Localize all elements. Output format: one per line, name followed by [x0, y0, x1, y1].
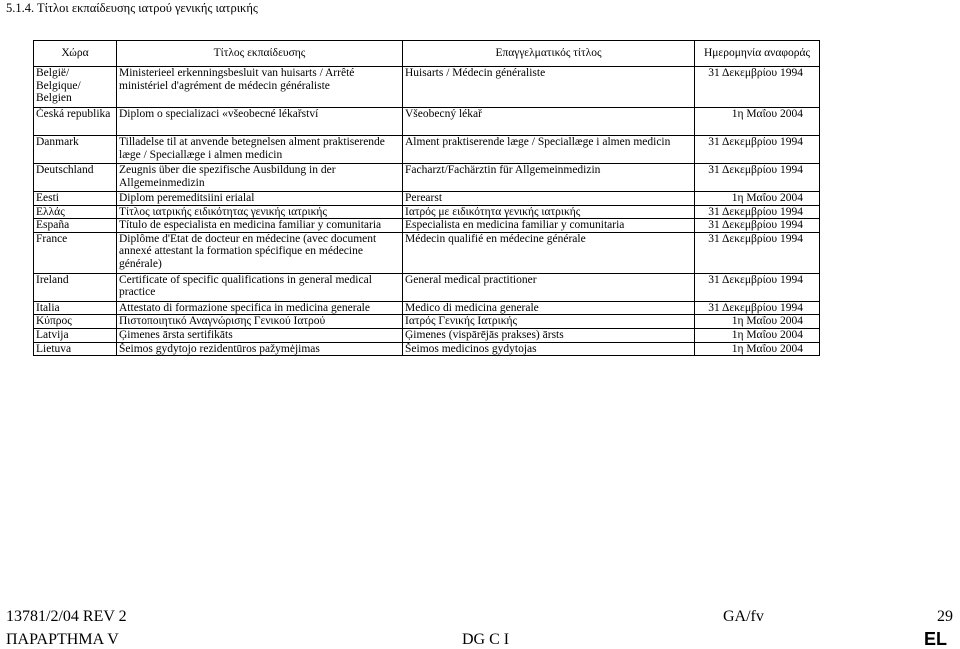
- cell-diploma: Diplom o specializaci «všeobecné lékařství: [117, 108, 403, 136]
- cell-diploma: Zeugnis über die spezifische Ausbildung in der Allgemeinmedizin: [117, 164, 403, 192]
- cell-professional-title: Especialista en medicina familiar y comunitaria: [403, 219, 695, 233]
- table-header-row: [34, 41, 820, 67]
- cell-professional-title: Šeimos medicinos gydytojas: [403, 342, 695, 356]
- cell-reference-date: 31 Δεκεμβρίου 1994: [695, 301, 820, 315]
- cell-reference-date: 31 Δεκεμβρίου 1994: [695, 205, 820, 219]
- table-row: [34, 136, 820, 164]
- cell-diploma: Τίτλος ιατρικής ειδικότητας γενικής ιατρικής: [117, 205, 403, 219]
- cell-country: España: [34, 219, 117, 233]
- cell-reference-date: 1η Μαΐου 2004: [695, 315, 820, 329]
- cell-reference-date: 31 Δεκεμβρίου 1994: [695, 67, 820, 108]
- table-row: [34, 315, 820, 329]
- cell-diploma: Šeimos gydytojo rezidentūros pažymėjimas: [117, 342, 403, 356]
- table-row: [34, 205, 820, 219]
- table-row: [34, 301, 820, 315]
- cell-country: Italia: [34, 301, 117, 315]
- cell-country: Ελλάς: [34, 205, 117, 219]
- cell-professional-title: Facharzt/Fachärztin für Allgemeinmedizin: [403, 164, 695, 192]
- header-professional-title: Επαγγελματικός τίτλος: [403, 41, 695, 67]
- cell-country: Deutschland: [34, 164, 117, 192]
- table-row: [34, 192, 820, 206]
- table-row: [34, 67, 820, 108]
- cell-country: France: [34, 232, 117, 273]
- page-number: 29: [937, 608, 953, 625]
- cell-professional-title: Ιατρός με ειδικότητα γενικής ιατρικής: [403, 205, 695, 219]
- qualifications-table: [33, 40, 820, 356]
- cell-diploma: Πιστοποιητικό Αναγνώρισης Γενικού Ιατρού: [117, 315, 403, 329]
- cell-country: Česká republika: [34, 108, 117, 136]
- cell-reference-date: 1η Μαΐου 2004: [695, 328, 820, 342]
- author-initials: GA/fv: [723, 608, 764, 625]
- table-row: [34, 328, 820, 342]
- cell-professional-title: Ģimenes (vispārējās prakses) ārsts: [403, 328, 695, 342]
- cell-diploma: Diplom peremeditsiini erialal: [117, 192, 403, 206]
- cell-diploma: Certificate of specific qualifications in general medical practice: [117, 273, 403, 301]
- header-reference-date: Ημερομηνία αναφοράς: [695, 41, 820, 67]
- cell-country: Latvija: [34, 328, 117, 342]
- cell-professional-title: Ιατρός Γενικής Ιατρικής: [403, 315, 695, 329]
- cell-reference-date: 31 Δεκεμβρίου 1994: [695, 232, 820, 273]
- cell-reference-date: 31 Δεκεμβρίου 1994: [695, 136, 820, 164]
- cell-diploma: Título de especialista en medicina familiar y comunitaria: [117, 219, 403, 233]
- cell-country: Ireland: [34, 273, 117, 301]
- cell-professional-title: Všeobecný lékař: [403, 108, 695, 136]
- directorate-label: DG C I: [462, 631, 510, 648]
- cell-diploma: Ministerieel erkenningsbesluit van huisarts / Arrêté ministériel d'agrément de médecin généraliste: [117, 67, 403, 108]
- cell-country: Danmark: [34, 136, 117, 164]
- table-row: [34, 273, 820, 301]
- cell-professional-title: Medico di medicina generale: [403, 301, 695, 315]
- cell-country: Eesti: [34, 192, 117, 206]
- header-country: Χώρα: [34, 41, 117, 67]
- cell-diploma: Ģimenes ārsta sertifikāts: [117, 328, 403, 342]
- cell-professional-title: Huisarts / Médecin généraliste: [403, 67, 695, 108]
- table-row: [34, 342, 820, 356]
- table-row: [34, 232, 820, 273]
- annex-label: ΠΑΡΑΡΤΗΜΑ V: [6, 631, 119, 648]
- cell-professional-title: Médecin qualifié en médecine générale: [403, 232, 695, 273]
- cell-reference-date: 31 Δεκεμβρίου 1994: [695, 219, 820, 233]
- cell-reference-date: 1η Μαΐου 2004: [695, 342, 820, 356]
- cell-country: België/ Belgique/ Belgien: [34, 67, 117, 108]
- cell-professional-title: General medical practitioner: [403, 273, 695, 301]
- cell-professional-title: Alment praktiserende læge / Speciallæge i almen medicin: [403, 136, 695, 164]
- cell-reference-date: 31 Δεκεμβρίου 1994: [695, 164, 820, 192]
- cell-diploma: Diplôme d'Etat de docteur en médecine (avec document annexé attestant la formation spécifique en médecine générale): [117, 232, 403, 273]
- table-row: [34, 108, 820, 136]
- cell-country: Lietuva: [34, 342, 117, 356]
- table-row: [34, 219, 820, 233]
- cell-professional-title: Perearst: [403, 192, 695, 206]
- cell-diploma: Tilladelse til at anvende betegnelsen alment praktiserende læge / Speciallæge i almen medicin: [117, 136, 403, 164]
- language-code: EL: [924, 629, 948, 649]
- document-reference: 13781/2/04 REV 2: [6, 608, 127, 625]
- header-diploma: Τίτλος εκπαίδευσης: [117, 41, 403, 67]
- section-heading: 5.1.4. Τίτλοι εκπαίδευσης ιατρού γενικής ιατρικής: [6, 1, 258, 15]
- cell-reference-date: 1η Μαΐου 2004: [695, 192, 820, 206]
- cell-reference-date: 1η Μαΐου 2004: [695, 108, 820, 136]
- table-row: [34, 164, 820, 192]
- cell-country: Κύπρος: [34, 315, 117, 329]
- cell-diploma: Attestato di formazione specifica in medicina generale: [117, 301, 403, 315]
- cell-reference-date: 31 Δεκεμβρίου 1994: [695, 273, 820, 301]
